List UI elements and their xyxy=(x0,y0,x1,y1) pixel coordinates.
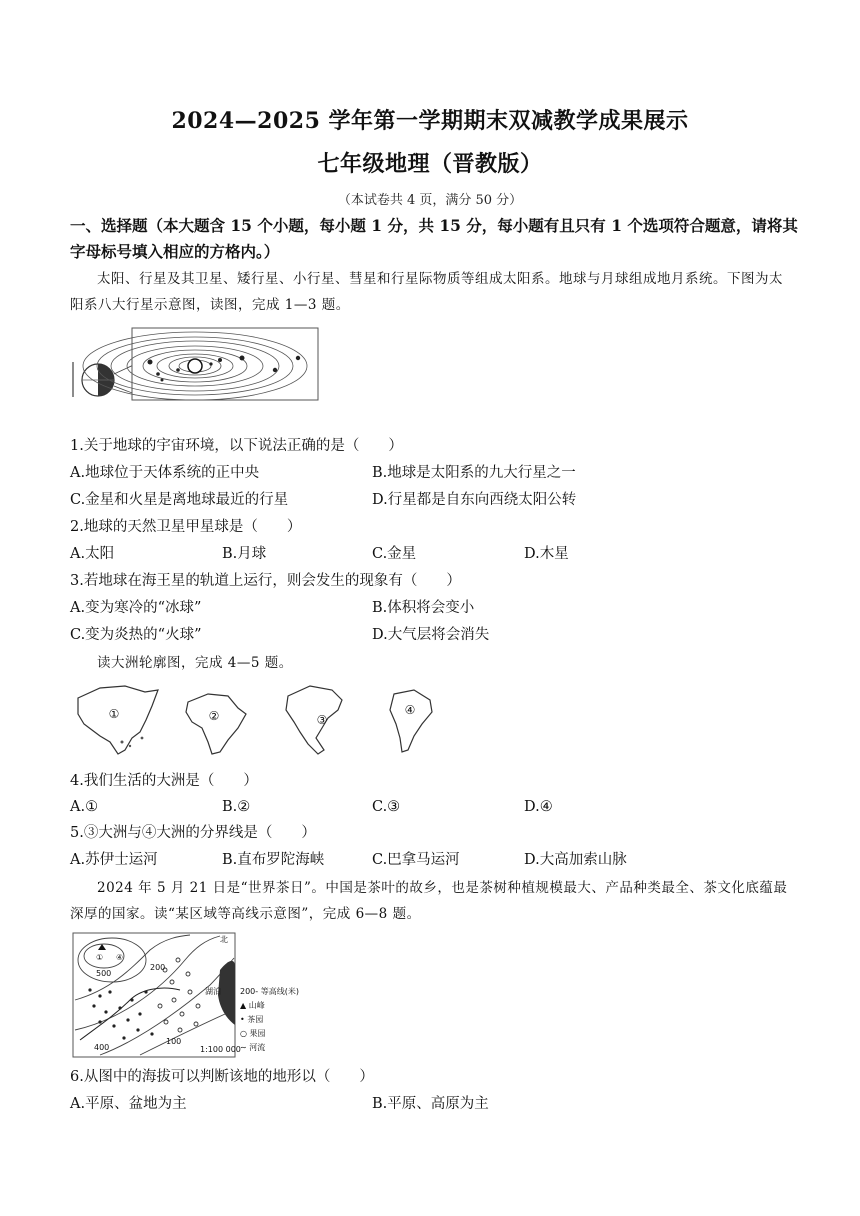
scale-label: 1:100 000 xyxy=(200,1045,241,1054)
question-2-option-a: A.太阳 xyxy=(70,546,115,562)
contour-label-1: ① xyxy=(96,953,104,962)
question-4-option-d: D.④ xyxy=(524,799,553,815)
contour-label-100: 100 xyxy=(166,1037,182,1046)
question-3-option-c: C.变为炎热的“火球” xyxy=(70,627,202,643)
question-5-option-c: C.巴拿马运河 xyxy=(372,852,460,868)
question-1-option-a: A.地球位于天体系统的正中央 xyxy=(70,465,260,481)
question-1-option-c: C.金星和火星是离地球最近的行星 xyxy=(70,492,289,508)
question-6-option-b: B.平原、高原为主 xyxy=(372,1096,489,1112)
continent-outlines-figure xyxy=(70,680,450,760)
map-legend xyxy=(240,986,299,1052)
question-2-option-d: D.木星 xyxy=(524,546,569,562)
contour-label-4: ④ xyxy=(116,953,124,962)
contour-map-figure xyxy=(70,930,310,1060)
continent-label-4: ④ xyxy=(404,703,416,717)
contour-label-400: 400 xyxy=(94,1043,110,1052)
legend-peak: ▲ 山峰 xyxy=(240,1001,265,1010)
contour-label-200: 200 xyxy=(150,963,166,972)
question-4-option-b: B.② xyxy=(222,799,251,815)
question-6-stem: 6.从图中的海拔可以判断该地的地形以（ ） xyxy=(70,1069,374,1085)
exam-title: 2024—2025 学年第一学期期末双减教学成果展示 xyxy=(171,108,689,134)
sun-icon xyxy=(188,359,202,373)
passage-continents: 读大洲轮廓图，完成 4—5 题。 xyxy=(97,655,293,671)
question-5-option-b: B.直布罗陀海峡 xyxy=(222,852,325,868)
exam-subtitle: 七年级地理（晋教版） xyxy=(317,151,543,177)
question-2-stem: 2.地球的天然卫星甲星球是（ ） xyxy=(70,519,302,535)
legend-contour: 200- 等高线(米) xyxy=(240,987,299,996)
legend-tea: • 茶园 xyxy=(240,1015,264,1024)
section-heading: 一、选择题（本大题含 15 个小题，每小题 1 分，共 15 分，每小题有且只有 1 个选项符合题意，请将其字母标号填入相应的方格内。） xyxy=(70,216,798,261)
continent-2-outline xyxy=(186,694,246,754)
north-label: 北 xyxy=(220,935,228,944)
solar-system-figure xyxy=(70,322,325,402)
question-1-stem: 1.关于地球的宇宙环境，以下说法正确的是（ ） xyxy=(70,438,403,454)
legend-river: ∼ 河流 xyxy=(240,1043,266,1052)
question-1-option-d: D.行星都是自东向西绕太阳公转 xyxy=(372,492,577,508)
question-5-stem: 5.③大洲与④大洲的分界线是（ ） xyxy=(70,825,316,841)
question-1-option-b: B.地球是太阳系的九大行星之一 xyxy=(372,465,576,481)
contour-label-500: 500 xyxy=(96,969,112,978)
legend-orchard: ○ 果园 xyxy=(240,1029,266,1038)
question-5-option-d: D.大高加索山脉 xyxy=(524,852,627,868)
question-6-option-a: A.平原、盆地为主 xyxy=(70,1096,187,1112)
continent-label-2: ② xyxy=(208,709,220,723)
lake-label: 湖泊 xyxy=(205,987,221,996)
passage-solar-system: 太阳、行星及其卫星、矮行星、小行星、彗星和行星际物质等组成太阳系。地球与月球组成地月系统。下图为太阳系八大行星示意图，读图，完成 1—3 题。 xyxy=(70,271,783,313)
continent-4-outline xyxy=(390,690,432,752)
continent-label-3: ③ xyxy=(316,713,328,727)
question-4-option-a: A.① xyxy=(70,799,99,815)
question-2-option-b: B.月球 xyxy=(222,546,267,562)
question-3-option-b: B.体积将会变小 xyxy=(372,600,475,616)
question-3-stem: 3.若地球在海王星的轨道上运行，则会发生的现象有（ ） xyxy=(70,573,461,589)
question-4-option-c: C.③ xyxy=(372,799,401,815)
passage-tea-day: 2024 年 5 月 21 日是“世界茶日”。中国是茶叶的故乡，也是茶树种植规模最大、产品种类最全、茶文化底蕴最深厚的国家。读“某区域等高线示意图”，完成 6—8 题。 xyxy=(70,880,788,922)
question-5-option-a: A.苏伊士运河 xyxy=(70,852,158,868)
question-3-option-d: D.大气层将会消失 xyxy=(372,627,490,643)
continent-3-outline xyxy=(286,686,342,754)
question-2-option-c: C.金星 xyxy=(372,546,417,562)
continent-label-1: ① xyxy=(108,707,120,721)
question-4-stem: 4.我们生活的大洲是（ ） xyxy=(70,773,258,789)
question-3-option-a: A.变为寒冷的“冰球” xyxy=(70,600,202,616)
exam-note: （本试卷共 4 页，满分 50 分） xyxy=(337,193,523,208)
